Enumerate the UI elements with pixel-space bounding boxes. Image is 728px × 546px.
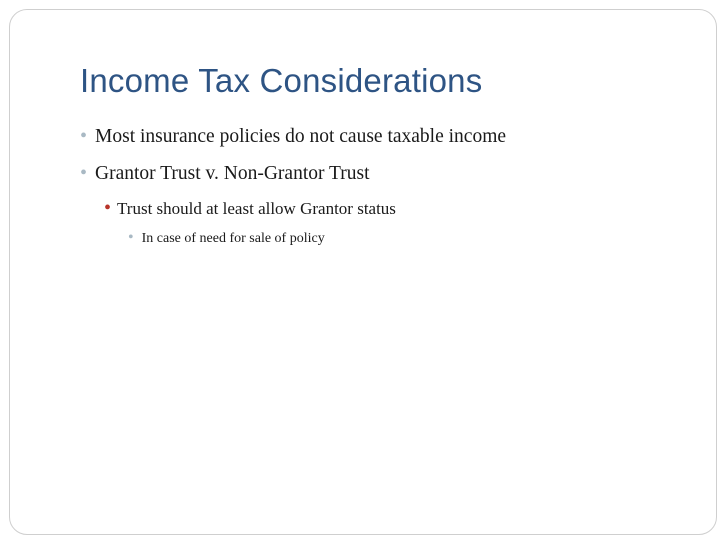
bullet-text: In case of need for sale of policy bbox=[141, 231, 325, 246]
bullet-item-level1 bbox=[80, 162, 369, 185]
bullet-text: Grantor Trust v. Non-Grantor Trust bbox=[95, 163, 370, 184]
bullet-item-level3 bbox=[128, 229, 325, 247]
bullet-item-level2 bbox=[104, 197, 396, 220]
bullet-text: Trust should at least allow Grantor status bbox=[117, 199, 396, 218]
bullet-icon: • bbox=[104, 197, 112, 219]
bullet-icon: • bbox=[80, 162, 88, 184]
bullet-item-level1 bbox=[80, 125, 506, 148]
bullet-icon: • bbox=[128, 229, 134, 246]
bullet-icon: • bbox=[80, 125, 88, 147]
bullet-text: Most insurance policies do not cause taxable income bbox=[95, 126, 507, 147]
slide-title: Income Tax Considerations bbox=[80, 62, 483, 99]
